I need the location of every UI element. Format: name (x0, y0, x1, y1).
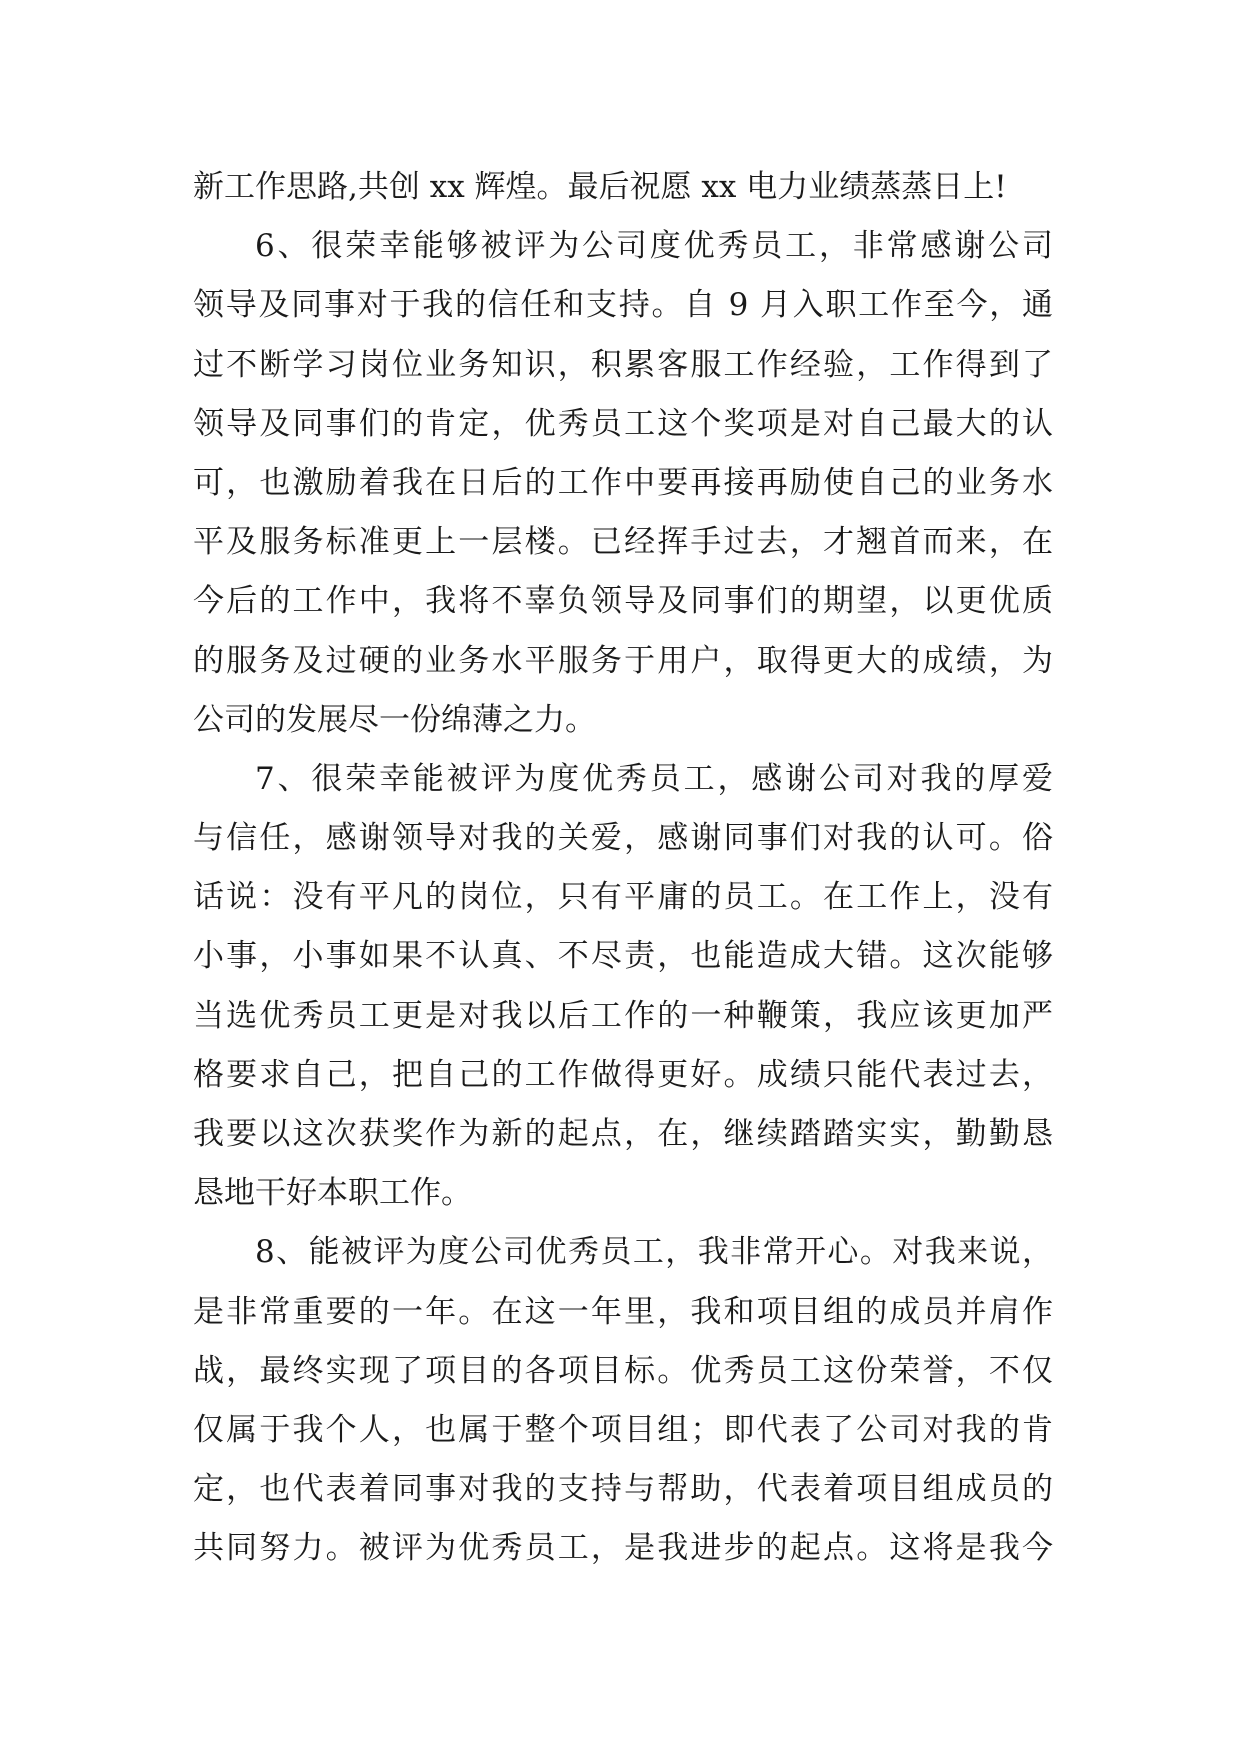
text-line: 领导及同事们的肯定，优秀员工这个奖项是对自己最大的认 (193, 405, 1053, 442)
text-line: 仅属于我个人，也属于整个项目组；即代表了公司对我的肯 (193, 1411, 1053, 1448)
text-line: 恳地干好本职工作。 (193, 1175, 472, 1212)
text-line: 战，最终实现了项目的各项目标。优秀员工这份荣誉，不仅 (193, 1352, 1053, 1389)
text-line: 当选优秀员工更是对我以后工作的一种鞭策，我应该更加严 (193, 997, 1053, 1034)
text-line: 今后的工作中，我将不辜负领导及同事们的期望，以更优质 (193, 583, 1053, 620)
text-line: 是非常重要的一年。在这一年里，我和项目组的成员并肩作 (193, 1293, 1053, 1330)
text-line: 格要求自己，把自己的工作做得更好。成绩只能代表过去， (193, 1056, 1053, 1093)
text-line: 过不断学习岗位业务知识，积累客服工作经验，工作得到了 (193, 346, 1053, 383)
text-line: 新工作思路,共创 xx 辉煌。最后祝愿 xx 电力业绩蒸蒸日上! (193, 169, 1007, 205)
text-line: 话说：没有平凡的岗位，只有平庸的员工。在工作上，没有 (193, 879, 1053, 916)
text-line: 共同努力。被评为优秀员工，是我进步的起点。这将是我今 (193, 1530, 1053, 1567)
text-line: 公司的发展尽一份绵薄之力。 (193, 701, 596, 738)
text-line: 小事，小事如果不认真、不尽责，也能造成大错。这次能够 (193, 938, 1053, 975)
text-line: 可，也激励着我在日后的工作中要再接再励使自己的业务水 (193, 464, 1053, 501)
text-line: 8、能被评为度公司优秀员工，我非常开心。对我来说， (255, 1234, 1053, 1271)
text-line: 6、很荣幸能够被评为公司度优秀员工，非常感谢公司 (255, 228, 1053, 265)
text-line: 平及服务标准更上一层楼。已经挥手过去，才翘首而来，在 (193, 524, 1053, 561)
text-line: 7、很荣幸能被评为度优秀员工，感谢公司对我的厚爱 (255, 760, 1053, 797)
text-line: 定，也代表着同事对我的支持与帮助，代表着项目组成员的 (193, 1471, 1053, 1508)
text-line: 我要以这次获奖作为新的起点，在，继续踏踏实实，勤勤恳 (193, 1116, 1053, 1152)
text-line: 与信任，感谢领导对我的关爱，感谢同事们对我的认可。俗 (193, 820, 1053, 857)
document-body (193, 158, 1053, 1579)
text-line: 的服务及过硬的业务水平服务于用户，取得更大的成绩，为 (193, 642, 1053, 679)
text-line: 领导及同事对于我的信任和支持。自 9 月入职工作至今，通 (193, 287, 1053, 324)
